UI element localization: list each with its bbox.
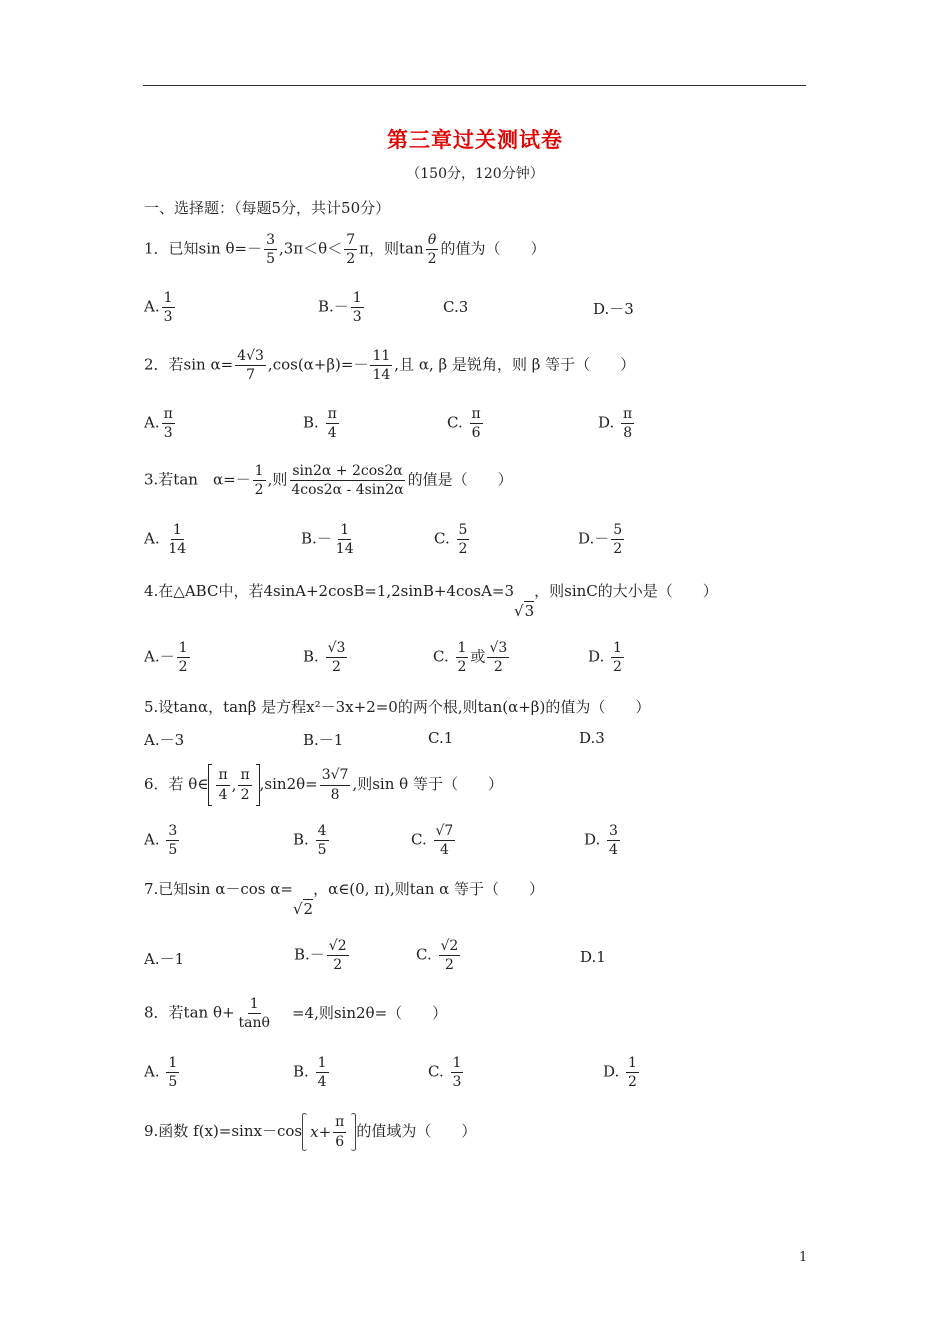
q2-option-b: B. $\frac{\pi}{4}$ — [303, 406, 337, 442]
q4-option-b: B. $\frac{√3}{2}$ — [303, 640, 346, 676]
q2-option-c: C. $\frac{\pi}{6}$ — [447, 406, 481, 442]
header-rule — [143, 85, 806, 86]
q3-option-b: B.－ $\frac{1}{14}$ — [301, 522, 354, 558]
question-6: 6．若 θ∈ π 4 , π 2 ,sin2θ= $\frac{3√7}{8}$ ,则sin θ 等于（ ） — [144, 764, 503, 806]
question-1: 1．已知sin θ=－ $\frac{3}{5}$ ,3π＜θ＜ $\frac{7}{2}$ π，则tan $\frac{\theta}{2}$ 的值为（ ） — [144, 232, 546, 268]
q8-option-d: D. $\frac{1}{2}$ — [603, 1055, 637, 1091]
q3-option-d: D.－ $\frac{5}{2}$ — [578, 522, 623, 558]
q7-option-b: B.－ $\frac{√2}{2}$ — [294, 938, 347, 974]
page-number: 1 — [799, 1250, 808, 1265]
q4-option-c: C. $\frac{1}{2}$ 或 $\frac{√3}{2}$ — [433, 640, 508, 676]
q8-option-b: B. $\frac{1}{4}$ — [293, 1055, 327, 1091]
q8-option-a: A. $\frac{1}{5}$ — [144, 1055, 178, 1091]
q7-option-d: D.1 — [580, 948, 606, 966]
q4-option-a: A.－ $\frac{1}{2}$ — [144, 640, 188, 676]
question-5: 5.设tanα，tanβ 是方程x²－3x+2=0的两个根,则tan(α+β)的值为（ ） — [144, 698, 651, 716]
q1-option-d: D.－3 — [593, 300, 634, 318]
q1-option-c: C.3 — [443, 298, 469, 316]
q7-option-c: C. $\frac{√2}{2}$ — [416, 938, 459, 974]
q4-option-d: D. $\frac{1}{2}$ — [588, 640, 622, 676]
q2-option-a: A. $\frac{\pi}{3}$ — [144, 406, 173, 442]
page-subtitle: （150分，120分钟） — [406, 166, 544, 182]
q5-option-a: A.－3 — [144, 731, 185, 749]
question-4: 4.在△ABC中，若4sinA+2cosB=1,2sinB+4cosA=3√3，则sinC的大小是（ ） — [144, 582, 718, 620]
question-8: 8．若tan θ+ $\frac{1}{\tan\theta}$ =4,则sin2θ=（ ） — [144, 996, 448, 1032]
page-title: 第三章过关测试卷 — [387, 127, 563, 152]
q1-option-a: A. $\frac{1}{3}$ — [144, 290, 173, 326]
q5-option-c: C.1 — [428, 729, 454, 747]
q3-option-a: A. $\frac{1}{14}$ — [144, 522, 187, 558]
q2-option-d: D. $\frac{\pi}{8}$ — [598, 406, 633, 442]
q8-option-c: C. $\frac{1}{3}$ — [428, 1055, 462, 1091]
q5-option-b: B.－1 — [303, 731, 344, 749]
q6-option-b: B. $\frac{4}{5}$ — [293, 823, 327, 859]
q6-option-a: A. $\frac{3}{5}$ — [144, 823, 178, 859]
question-2: 2．若sin α= $\frac{4√3}{7}$ ,cos(α+β)=－ $\frac{11}{14}$ ,且 α, β 是锐角，则 β 等于（ ） — [144, 348, 636, 384]
q1-option-b: B.－ $\frac{1}{3}$ — [318, 290, 362, 326]
question-7: 7.已知sin α－cos α=√2，α∈(0, π),则tan α 等于（ ） — [144, 880, 545, 918]
q7-option-a: A.－1 — [144, 950, 185, 968]
question-3: 3.若tan α=－ $\frac{1}{2}$ ,则 $\frac{\sin 2\alpha + 2\cos 2\alpha}{4\cos 2\alpha - 4\sin 2\alpha}$ 的值是（ ） — [144, 463, 513, 499]
q5-option-d: D.3 — [579, 729, 605, 747]
q6-option-c: C. $\frac{√7}{4}$ — [411, 823, 454, 859]
question-9: 9.函数 f(x)=sinx－cos x+ $\frac{\pi}{6}$ 的值域为（ ） — [144, 1114, 477, 1150]
q3-option-c: C. $\frac{5}{2}$ — [434, 522, 468, 558]
section-heading: 一、选择题：（每题5分，共计50分） — [144, 199, 391, 217]
q6-option-d: D. $\frac{3}{4}$ — [584, 823, 618, 859]
